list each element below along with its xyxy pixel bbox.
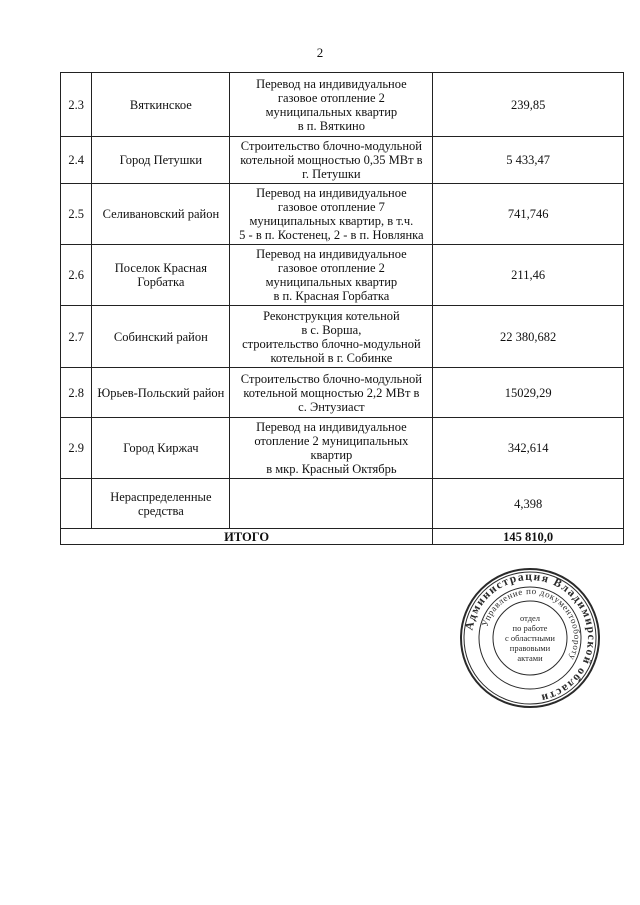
stamp-center-line: правовыми [509, 643, 551, 653]
amount-value: 239,85 [433, 73, 624, 137]
project-description [230, 245, 433, 306]
description-line: газовое отопление 2 [277, 261, 385, 275]
project-description [230, 137, 433, 184]
description-line: строительство блочно-модульной [242, 336, 421, 351]
municipality-name: Юрьев-Польский район [92, 368, 230, 418]
description-line: отопление 2 муниципальных [254, 434, 409, 448]
description-line: Перевод на индивидуальное [256, 247, 407, 261]
table-row [61, 479, 624, 529]
project-description [230, 479, 433, 529]
stamp-center-line: с областными [505, 633, 555, 643]
page-number: 2 [316, 45, 324, 60]
municipality-name: Вяткинское [92, 73, 230, 137]
table-row [61, 245, 624, 306]
description-line: в с. Ворша, [301, 322, 362, 337]
table-row [61, 306, 624, 368]
row-number: 2.9 [61, 418, 92, 479]
amount-value: 15029,29 [433, 368, 624, 418]
table-row [61, 73, 624, 137]
official-stamp [458, 566, 602, 710]
project-description [230, 184, 433, 245]
description-line: Строительство блочно-модульной [240, 371, 422, 386]
amount-value: 741,746 [433, 184, 624, 245]
project-description [230, 306, 433, 368]
description-line: квартир [310, 448, 353, 462]
row-number: 2.6 [61, 245, 92, 306]
description-line: г. Петушки [302, 167, 361, 181]
municipality-name: Поселок Красная Горбатка [92, 245, 230, 306]
municipality-name: Нераспределенные средства [92, 479, 230, 529]
description-line: газовое отопление 2 [277, 90, 385, 105]
row-number: 2.4 [61, 137, 92, 184]
stamp-outer-text: Администрация Владимирской области [463, 570, 598, 705]
description-line: Перевод на индивидуальное [256, 76, 407, 91]
stamp-inner-text: Управление по документообороту [479, 585, 583, 663]
amount-value: 4,398 [433, 479, 624, 529]
row-number: 2.3 [61, 73, 92, 137]
municipality-name: Город Киржач [92, 418, 230, 479]
description-line: муниципальных квартир [265, 275, 398, 289]
table-row [61, 137, 624, 184]
table-body [61, 73, 624, 545]
description-line: котельной в г. Собинке [270, 350, 393, 365]
description-line: в п. Красная Горбатка [273, 289, 390, 303]
description-line: муниципальных квартир, в т.ч. [249, 214, 414, 228]
total-value: 145 810,0 [433, 529, 624, 545]
row-number: 2.7 [61, 306, 92, 368]
project-description [230, 418, 433, 479]
table-row [61, 418, 624, 479]
municipality-name: Селивановский район [92, 184, 230, 245]
amount-value: 5 433,47 [433, 137, 624, 184]
description-line: 5 - в п. Костенец, 2 - в п. Новлянка [239, 228, 424, 242]
description-line: котельной мощностью 2,2 МВт в [243, 385, 420, 400]
stamp-center-line: актами [517, 653, 543, 663]
description-line: котельной мощностью 0,35 МВт в [240, 153, 423, 167]
table-row [61, 184, 624, 245]
stamp-center-line: по работе [512, 623, 548, 633]
row-number: 2.5 [61, 184, 92, 245]
description-line: Перевод на индивидуальное [256, 420, 407, 434]
amount-value: 211,46 [433, 245, 624, 306]
row-number [61, 479, 92, 529]
description-line: Реконструкция котельной [263, 308, 400, 323]
amount-value: 342,614 [433, 418, 624, 479]
total-label: ИТОГО [61, 529, 433, 545]
description-line: Перевод на индивидуальное [256, 186, 407, 200]
row-number: 2.8 [61, 368, 92, 418]
table-row [61, 368, 624, 418]
description-line: в мкр. Красный Октябрь [266, 462, 397, 476]
stamp-seal-icon [458, 566, 602, 710]
amount-value: 22 380,682 [433, 306, 624, 368]
municipality-name: Собинский район [92, 306, 230, 368]
municipality-name: Город Петушки [92, 137, 230, 184]
description-line: в п. Вяткино [297, 118, 365, 133]
project-description [230, 368, 433, 418]
budget-table [60, 72, 624, 545]
description-line: газовое отопление 7 [277, 200, 385, 214]
stamp-center-line: отдел [519, 613, 541, 623]
description-line: муниципальных квартир [265, 104, 398, 119]
total-row [61, 529, 624, 545]
description-line: Строительство блочно-модульной [240, 139, 422, 153]
description-line: с. Энтузиаст [298, 399, 365, 414]
project-description [230, 73, 433, 137]
